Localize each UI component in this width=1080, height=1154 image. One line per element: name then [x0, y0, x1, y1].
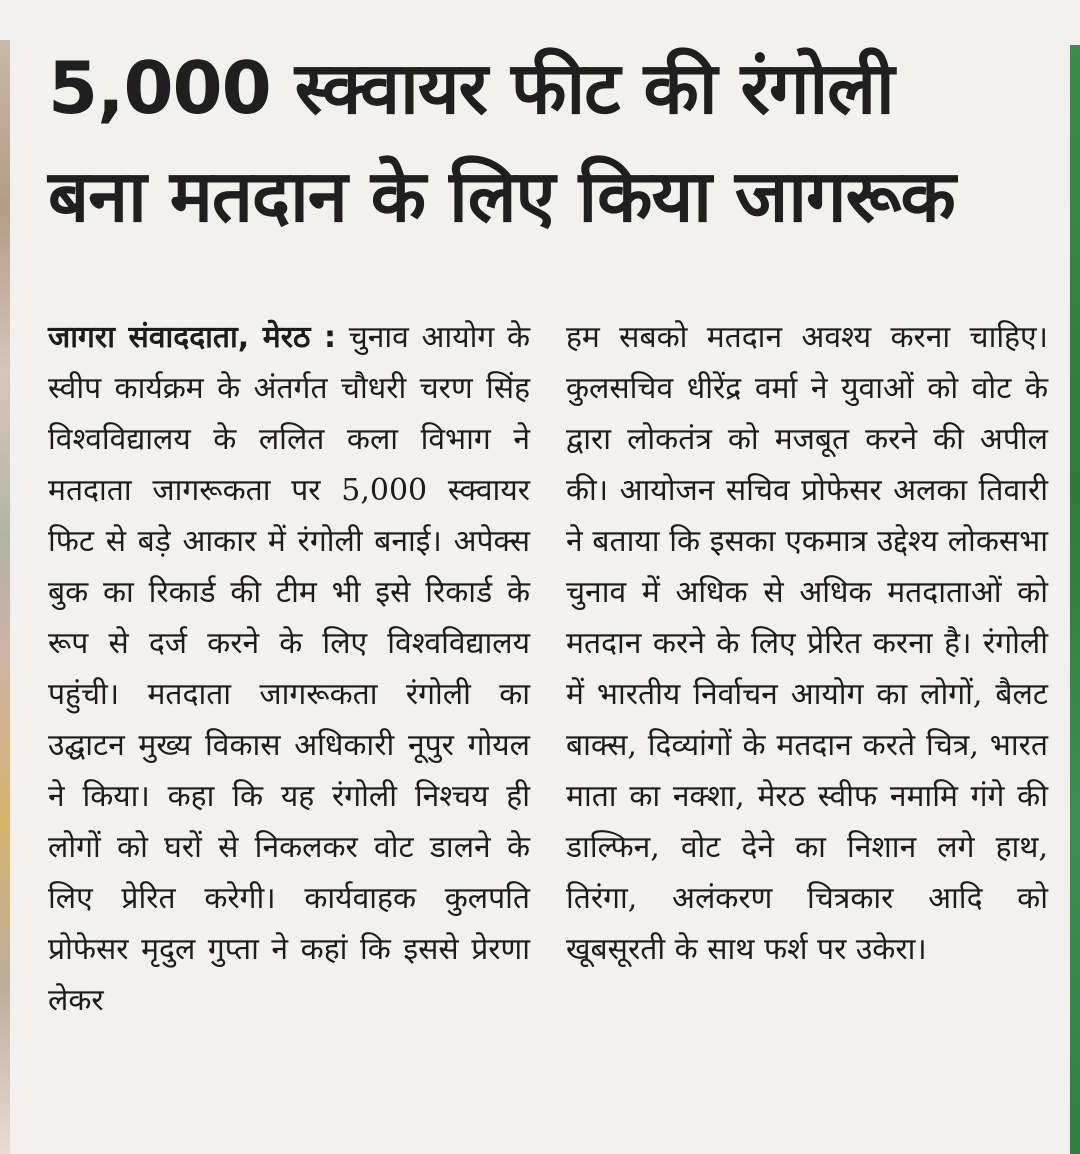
headline	[48, 46, 1048, 238]
headline-line-2: बना मतदान के लिए किया जागरूक	[48, 154, 955, 238]
right-edge-green-strip	[1070, 45, 1080, 1154]
column-2-body: हम सबको मतदान अवश्य करना चाहिए। कुलसचिव धीरेंद्र वर्मा ने युवाओं को वोट के द्वारा लोकतंत्र को मजबूत करने की अपील की। आयोजन सचिव प्रोफेसर अलका तिवारी ने बताया कि इसका एकमात्र उद्देश्य लोकसभा चुनाव में अधिक से अधिक मतदाताओं को मतदान करने के लिए प्रेरित करना है। रंगोली में भारतीय निर्वाचन आयोग का लोगों, बैलट बाक्स, दिव्यांगों के मतदान करते चित्र, भारत माता का नक्शा, मेरठ स्वीफ नमामि गंगे की डाल्फिन, वोट देने का निशान लगे हाथ, तिरंगा, अलंकरण चित्रकार आदि को खूबसूरती के साथ फर्श पर उकेरा।	[566, 320, 1048, 967]
article-column-2-text	[566, 312, 1048, 975]
left-edge-photo-strip	[0, 40, 10, 1154]
article-column-1-text	[48, 312, 530, 1026]
headline-line-1: 5,000 स्क्वायर फीट की रंगोली	[48, 46, 894, 130]
column-1-body: चुनाव आयोग के स्वीप कार्यक्रम के अंतर्गत चौधरी चरण सिंह विश्वविद्यालय के ललित कला विभाग ने मतदाता जागरूकता पर 5,000 स्क्वायर फिट से बड़े आकार में रंगोली बनाई। अपेक्स बुक का रिकार्ड की टीम भी इसे रिकार्ड के रूप से दर्ज करने के लिए विश्वविद्यालय पहुंची। मतदाता जागरूकता रंगोली का उद्घाटन मुख्य विकास अधिकारी नूपुर गोयल ने किया। कहा कि यह रंगोली निश्चय ही लोगों को घरों से निकलकर वोट डालने के लिए प्रेरित करेगी। कार्यवाहक कुलपति प्रोफेसर मृदुल गुप्ता ने कहां कि इससे प्रेरणा लेकर	[48, 320, 530, 1018]
dateline: जागरा संवाददाता, मेरठ :	[48, 320, 337, 355]
article-column-1	[48, 312, 530, 1026]
article-body	[48, 312, 1048, 1026]
article-column-2	[566, 312, 1048, 1026]
